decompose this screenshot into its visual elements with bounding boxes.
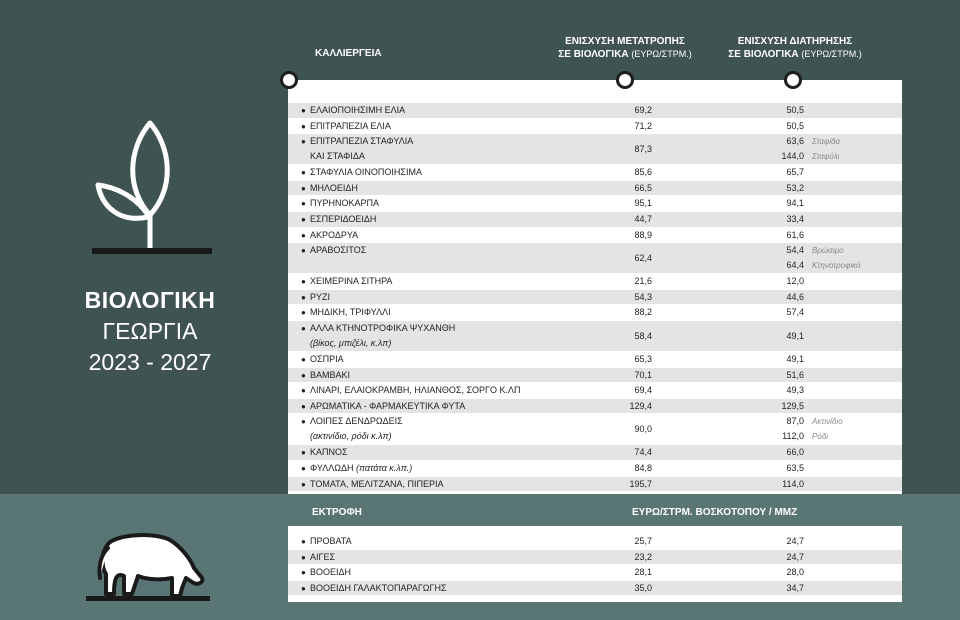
crop-name [301, 181, 358, 196]
table-row [288, 243, 902, 274]
maintenance-value: 49,1 [786, 330, 804, 341]
bullet-icon: ● [301, 479, 306, 489]
bullet-icon: ● [301, 401, 306, 411]
header-conversion-marker [616, 71, 634, 89]
table-row [288, 399, 902, 415]
crop-name-text: ΕΛΑΙΟΠΟΙΗΣΙΜΗ ΕΛΙΑ [310, 105, 406, 115]
crop-name-text: ΑΚΡΟΔΡΥΑ [310, 229, 359, 240]
crop-name-line2: ΚΑΙ ΣΤΑΦΙΔΑ [310, 151, 365, 162]
crop-name [301, 399, 465, 414]
header-conversion [545, 35, 705, 61]
maintenance-value: 53,2 [786, 182, 804, 193]
maintenance-value: 114,0 [782, 478, 804, 489]
bullet-icon: ● [301, 552, 306, 562]
conversion-value: 88,9 [634, 229, 652, 240]
maintenance-note-2: Ρόδι [812, 432, 829, 442]
conversion-value: 62,4 [634, 253, 652, 264]
crop-name [301, 305, 391, 320]
bullet-icon: ● [301, 354, 306, 364]
bullet-icon: ● [301, 214, 306, 224]
crop-name [301, 119, 391, 134]
maintenance-value: 50,5 [786, 120, 804, 131]
table-row [288, 414, 902, 445]
table-row [288, 445, 902, 461]
bullet-icon: ● [301, 568, 306, 577]
maintenance-value: 63,5 [786, 462, 804, 473]
header-maintenance-line2: ΣΕ ΒΙΟΛΟΓΙΚΑ (ΕΥΡΩ/ΣΤΡΜ.) [728, 49, 862, 60]
bullet-icon: ● [301, 246, 306, 256]
maintenance-value-2: 144,0 [781, 151, 804, 162]
crop-name-text: ΚΑΠΝΟΣ [310, 447, 348, 458]
table-row [288, 103, 902, 119]
crop-name-text: ΕΠΙΤΡΑΠΕΖΙΑ ΕΛΙΑ [310, 120, 391, 131]
crop-name [301, 321, 455, 351]
conversion-value: 25,7 [634, 536, 652, 546]
bullet-icon: ● [301, 168, 306, 178]
crop-name-text: ΕΠΙΤΡΑΠΕΖΙΑ ΣΤΑΦΥΛΙΑ [310, 136, 414, 147]
livestock-name-text: ΒΟΟΕΙΔΗ ΓΑΛΑΚΤΟΠΑΡΑΓΩΓΗΣ [310, 582, 447, 593]
livestock-name-text: ΠΡΟΒΑΤΑ [310, 536, 352, 546]
crop-name-text: ΦΥΛΛΩΔΗ [310, 462, 354, 473]
conversion-value: 74,4 [634, 447, 652, 458]
conversion-value: 70,1 [634, 369, 652, 380]
maintenance-value: 33,4 [786, 213, 804, 224]
header-conversion-line1: ΕΝΙΣΧΥΣΗ ΜΕΤΑΤΡΟΠΗΣ [565, 36, 685, 47]
crop-name [301, 165, 422, 180]
crops-table-body [288, 103, 902, 492]
crop-name-text: ΧΕΙΜΕΡΙΝΑ ΣΙΤΗΡΑ [310, 276, 393, 287]
conversion-value: 66,5 [634, 182, 652, 193]
table-row [288, 274, 902, 290]
crop-name [301, 212, 376, 227]
table-row [288, 534, 902, 550]
crop-name [301, 243, 366, 258]
crop-name [301, 445, 348, 460]
livestock-table-body [288, 534, 902, 596]
crop-name [301, 352, 344, 367]
maintenance-note-2: Κτηνοτροφικό [812, 261, 861, 271]
maintenance-value: 49,3 [786, 385, 804, 396]
table-row [288, 305, 902, 321]
table-row [288, 165, 902, 181]
maintenance-value: 129,5 [781, 400, 804, 411]
crop-name-text: ΜΗΔΙΚΗ, ΤΡΙΦΥΛΛΙ [310, 307, 391, 318]
maintenance-value: 54,4 [786, 245, 804, 256]
crop-name-text: ΒΑΜΒΑΚΙ [310, 369, 351, 380]
maintenance-value: 57,4 [786, 307, 804, 318]
maintenance-value: 87,0 [786, 416, 804, 427]
title-line-1: ΒΙΟΛΟΓΙΚΗ [84, 287, 216, 313]
table-row [288, 181, 902, 197]
table-row [288, 477, 902, 493]
bullet-icon: ● [301, 199, 306, 209]
conversion-value: 84,8 [634, 462, 652, 473]
bullet-icon: ● [301, 137, 306, 147]
livestock-table [288, 526, 902, 602]
cow-grazing-icon [86, 528, 210, 602]
conversion-value: 129,4 [629, 400, 652, 411]
conversion-value: 195,7 [629, 478, 652, 489]
table-row [288, 461, 902, 477]
maintenance-value: 50,5 [786, 105, 804, 115]
crop-name [301, 274, 392, 289]
maintenance-value: 28,0 [786, 567, 804, 577]
table-row [288, 565, 902, 581]
header-maintenance-line1: ΕΝΙΣΧΥΣΗ ΔΙΑΤΗΡΗΣΗΣ [737, 36, 853, 47]
bullet-icon: ● [301, 308, 306, 318]
table-row [288, 321, 902, 352]
maintenance-value: 24,7 [786, 551, 804, 562]
bullet-icon: ● [301, 323, 306, 333]
conversion-value: 65,3 [634, 353, 652, 364]
crop-name-text: ΡΥΖΙ [310, 291, 331, 302]
table-row [288, 383, 902, 399]
livestock-name [301, 565, 351, 580]
table-row [288, 368, 902, 384]
crop-name-text: ΑΛΛΑ ΚΤΗΝΟΤΡΟΦΙΚΑ ΨΥΧΑΝΘΗ [310, 322, 456, 333]
title-line-2: ΓΕΩΡΓΙΑ [102, 318, 198, 344]
maintenance-note: Ακτινίδιο [812, 417, 843, 427]
crop-name [301, 368, 350, 383]
bullet-icon: ● [301, 277, 306, 287]
maintenance-note-2: Σταφύλι [812, 152, 840, 162]
maintenance-value: 94,1 [786, 198, 804, 209]
header-maintenance-marker [784, 71, 802, 89]
crop-name-line2: (βίκος, μπιζέλι, κ.λπ) [310, 337, 392, 348]
livestock-name [301, 581, 447, 596]
table-row [288, 212, 902, 228]
crop-name [301, 383, 521, 398]
header-crop: ΚΑΛΛΙΕΡΓΕΙΑ [315, 48, 382, 59]
crop-name-text: ΤΟΜΑΤΑ, ΜΕΛΙΤΖΑΝΑ, ΠΙΠΕΡΙΑ [310, 478, 444, 489]
conversion-value: 58,4 [634, 330, 652, 341]
table-row [288, 581, 902, 597]
crop-name-text: ΠΥΡΗΝΟΚΑΡΠΑ [310, 198, 380, 209]
bullet-icon: ● [301, 370, 306, 380]
bullet-icon: ● [301, 106, 306, 115]
livestock-name-text: ΑΙΓΕΣ [310, 551, 336, 562]
crop-name-text: ΟΣΠΡΙΑ [310, 353, 344, 364]
bullet-icon: ● [301, 121, 306, 131]
bullet-icon: ● [301, 386, 306, 396]
maintenance-value: 65,7 [786, 167, 804, 178]
conversion-value: 21,6 [634, 276, 652, 287]
maintenance-value: 34,7 [786, 582, 804, 593]
crop-name [301, 290, 330, 305]
crops-table [288, 80, 902, 494]
bullet-icon: ● [301, 230, 306, 240]
header-conversion-line2: ΣΕ ΒΙΟΛΟΓΙΚΑ (ΕΥΡΩ/ΣΤΡΜ.) [558, 49, 692, 60]
crop-name [301, 196, 379, 211]
maintenance-value: 24,7 [786, 536, 804, 546]
table-row [288, 352, 902, 368]
livestock-name [301, 534, 352, 549]
conversion-value: 69,4 [634, 385, 652, 396]
conversion-value: 69,2 [634, 105, 652, 115]
title-block [60, 287, 240, 376]
crop-name-note: (πατάτα κ.λπ.) [356, 462, 413, 473]
maintenance-value: 61,6 [786, 229, 804, 240]
conversion-value: 28,1 [634, 567, 652, 577]
conversion-value: 23,2 [634, 551, 652, 562]
title-line-3: 2023 - 2027 [88, 349, 212, 375]
conversion-value: 87,3 [634, 144, 652, 155]
bullet-icon: ● [301, 448, 306, 458]
crop-name [301, 103, 405, 118]
bullet-icon: ● [301, 583, 306, 593]
maintenance-value: 49,1 [786, 353, 804, 364]
conversion-value: 71,2 [634, 120, 652, 131]
conversion-value: 88,2 [634, 307, 652, 318]
table-row [288, 119, 902, 135]
maintenance-value: 44,6 [786, 291, 804, 302]
bullet-icon: ● [301, 417, 306, 427]
table-row [288, 196, 902, 212]
crop-name [301, 134, 413, 164]
header-crop-marker [280, 71, 298, 89]
crop-name [301, 228, 358, 243]
crop-name-text: ΑΡΩΜΑΤΙΚΑ - ΦΑΡΜΑΚΕΥΤΙΚΑ ΦΥΤΑ [310, 400, 466, 411]
table-row [288, 290, 902, 306]
bullet-icon: ● [301, 292, 306, 302]
maintenance-value: 51,6 [786, 369, 804, 380]
maintenance-value: 63,6 [786, 136, 804, 147]
maintenance-note: Σταφίδα [812, 137, 840, 147]
conversion-value: 54,3 [634, 291, 652, 302]
conversion-value: 44,7 [634, 213, 652, 224]
maintenance-value: 12,0 [786, 276, 804, 287]
conversion-value: 90,0 [634, 424, 652, 435]
header-livestock: ΕΚΤΡΟΦΗ [312, 507, 362, 518]
crop-name-text: ΛΟΙΠΕΣ ΔΕΝΔΡΩΔΕΙΣ [310, 416, 403, 427]
conversion-value: 35,0 [634, 582, 652, 593]
crop-name-text: ΜΗΛΟΕΙΔΗ [310, 182, 358, 193]
crop-name-text: ΣΤΑΦΥΛΙΑ ΟΙΝΟΠΟΙΗΣΙΜΑ [310, 167, 422, 178]
maintenance-value-2: 64,4 [786, 260, 804, 271]
crop-name-text: ΕΣΠΕΡΙΔΟΕΙΔΗ [310, 213, 377, 224]
header-livestock-unit: ΕΥΡΩ/ΣΤΡΜ. ΒΟΣΚΟΤΟΠΟΥ / ΜΜΖ [632, 507, 798, 518]
maintenance-value-2: 112,0 [782, 431, 804, 442]
crop-name [301, 477, 444, 492]
bullet-icon: ● [301, 463, 306, 473]
table-row [288, 550, 902, 566]
header-maintenance [715, 35, 875, 61]
maintenance-value: 66,0 [786, 447, 804, 458]
bullet-icon: ● [301, 537, 306, 546]
crop-name [301, 414, 403, 444]
crop-name [301, 461, 412, 476]
table-row [288, 134, 902, 165]
livestock-name-text: ΒΟΟΕΙΔΗ [310, 567, 352, 577]
crop-name-line2: (ακτινίδιο, ρόδι κ.λπ) [310, 431, 392, 442]
conversion-value: 95,1 [634, 198, 652, 209]
livestock-name [301, 550, 335, 565]
crop-name-text: ΛΙΝΑΡΙ, ΕΛΑΙΟΚΡΑΜΒΗ, ΗΛΙΑΝΘΟΣ, ΣΟΡΓΟ Κ.ΛΠ [310, 385, 521, 396]
plant-sprout-icon [90, 115, 214, 259]
bullet-icon: ● [301, 183, 306, 193]
table-row [288, 228, 902, 244]
conversion-value: 85,6 [634, 167, 652, 178]
crop-name-text: ΑΡΑΒΟΣΙΤΟΣ [310, 245, 367, 256]
maintenance-note: Βρώσιμο [812, 246, 844, 256]
